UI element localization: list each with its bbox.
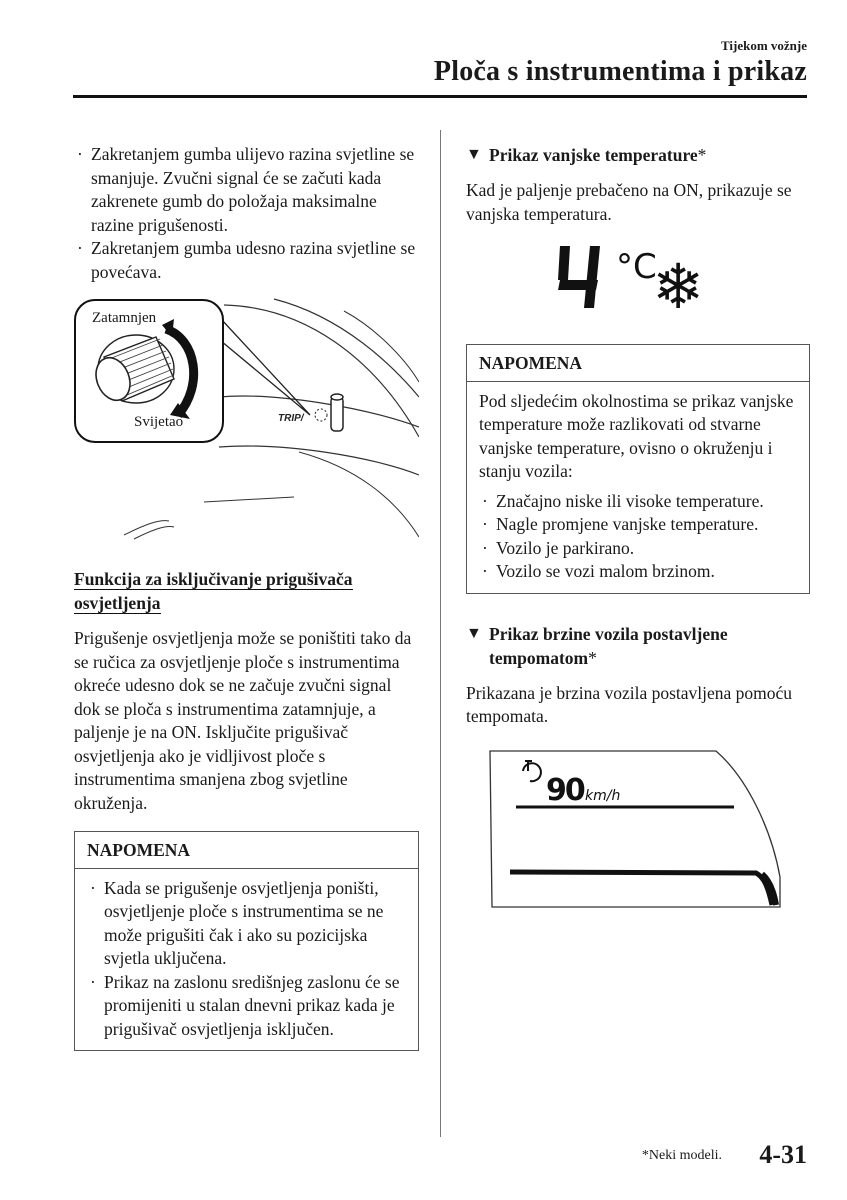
column-divider: [440, 130, 441, 1137]
svg-text:TRIP/: TRIP/: [278, 413, 304, 424]
page-number: 4-31: [759, 1140, 807, 1169]
note-bullet-item: · Značajno niske ili visoke temperature.: [479, 490, 797, 514]
page-title: Ploča s instrumentima i prikaz: [433, 56, 807, 87]
label-bright: Svijetao: [134, 414, 184, 430]
note-bullets: [87, 877, 406, 1042]
svg-text:90: 90: [546, 772, 584, 808]
heading-cruise-speed: ▼ Prikaz brzine vozila postavljene tempomatom*: [466, 623, 728, 668]
triangle-marker-icon: ▼: [466, 146, 482, 163]
note-bullet-item: · Prikaz na zaslonu središnjeg zaslonu će se promijeniti u stalan dnevni prikaz kada je prigušivač osvjetljenja isključen.: [87, 971, 406, 1042]
note-box-right: [466, 344, 810, 594]
svg-text:°C: °C: [616, 247, 657, 287]
title-rule: [73, 95, 807, 98]
section-label: Tijekom vožnje: [720, 38, 807, 53]
heading-outside-temperature: ▼ Prikaz vanjske temperature*: [466, 145, 707, 165]
footnote: *Neki modeli.: [641, 1148, 722, 1163]
bullet-item: · Zakretanjem gumba ulijevo razina svjetline se smanjuje. Zvučni signal će se začuti kada zakrenete gumb do položaja maksimalne razine prigušenosti.: [74, 143, 419, 237]
subheading-dimmer-cancel: Funkcija za isključivanje prigušivača osvjetljenja: [74, 569, 353, 613]
cruise-speed-display-drawing: [466, 747, 810, 917]
left-column: [74, 143, 419, 1051]
note-bullet-item: · Vozilo je parkirano.: [479, 537, 797, 561]
temperature-display: [466, 236, 810, 328]
triangle-marker-icon: ▼: [466, 624, 482, 642]
note-bullet-item: · Nagle promjene vanjske temperature.: [479, 513, 797, 537]
temperature-paragraph: Kad je paljenje prebačeno na ON, prikazuje se vanjska temperatura.: [466, 180, 792, 224]
note-bullets: [479, 490, 797, 584]
dimmer-instructions: [74, 143, 419, 284]
note-box-left: [74, 831, 419, 1051]
cruise-speed-display: [466, 747, 810, 917]
dimmer-knob-illustration: [74, 297, 419, 545]
dimmer-knob-drawing: [74, 297, 419, 545]
note-intro: Pod sljedećim okolnostima se prikaz vanjske temperature može razlikovati od stvarne vanjske temperature, ovisno o okruženju i stanju vozila:: [479, 390, 794, 481]
right-column: [466, 143, 810, 917]
note-heading: NAPOMENA: [75, 832, 418, 869]
snowflake-icon: ❄: [652, 250, 704, 323]
temperature-display-drawing: [466, 236, 810, 328]
bullet-item: · Zakretanjem gumba udesno razina svjetline se povećava.: [74, 237, 419, 284]
label-dimmed: Zatamnjen: [92, 310, 157, 326]
svg-text:km/h: km/h: [585, 787, 621, 804]
note-bullet-item: · Kada se prigušenje osvjetljenja poništi, osvjetljenje ploče s instrumentima se ne može prigušiti čak i ako su pozicijska svjetla uključena.: [87, 877, 406, 971]
dimmer-cancel-paragraph: Prigušenje osvjetljenja može se poništiti tako da se ručica za osvjetljenje ploče s instrumentima okreće udesno dok se ne začuje zvučni signal dok se ploča s instrumentima zatamnjuje, a paljenje je na ON. Isključite prigušivač osvjetljenja ako je vidljivost ploče s instrumentima smanjena zbog svjetline okruženja.: [74, 628, 412, 813]
note-heading: NAPOMENA: [467, 345, 809, 382]
cruise-speed-paragraph: Prikazana je brzina vozila postavljena pomoću tempomata.: [466, 682, 793, 726]
note-bullet-item: · Vozilo se vozi malom brzinom.: [479, 560, 797, 584]
